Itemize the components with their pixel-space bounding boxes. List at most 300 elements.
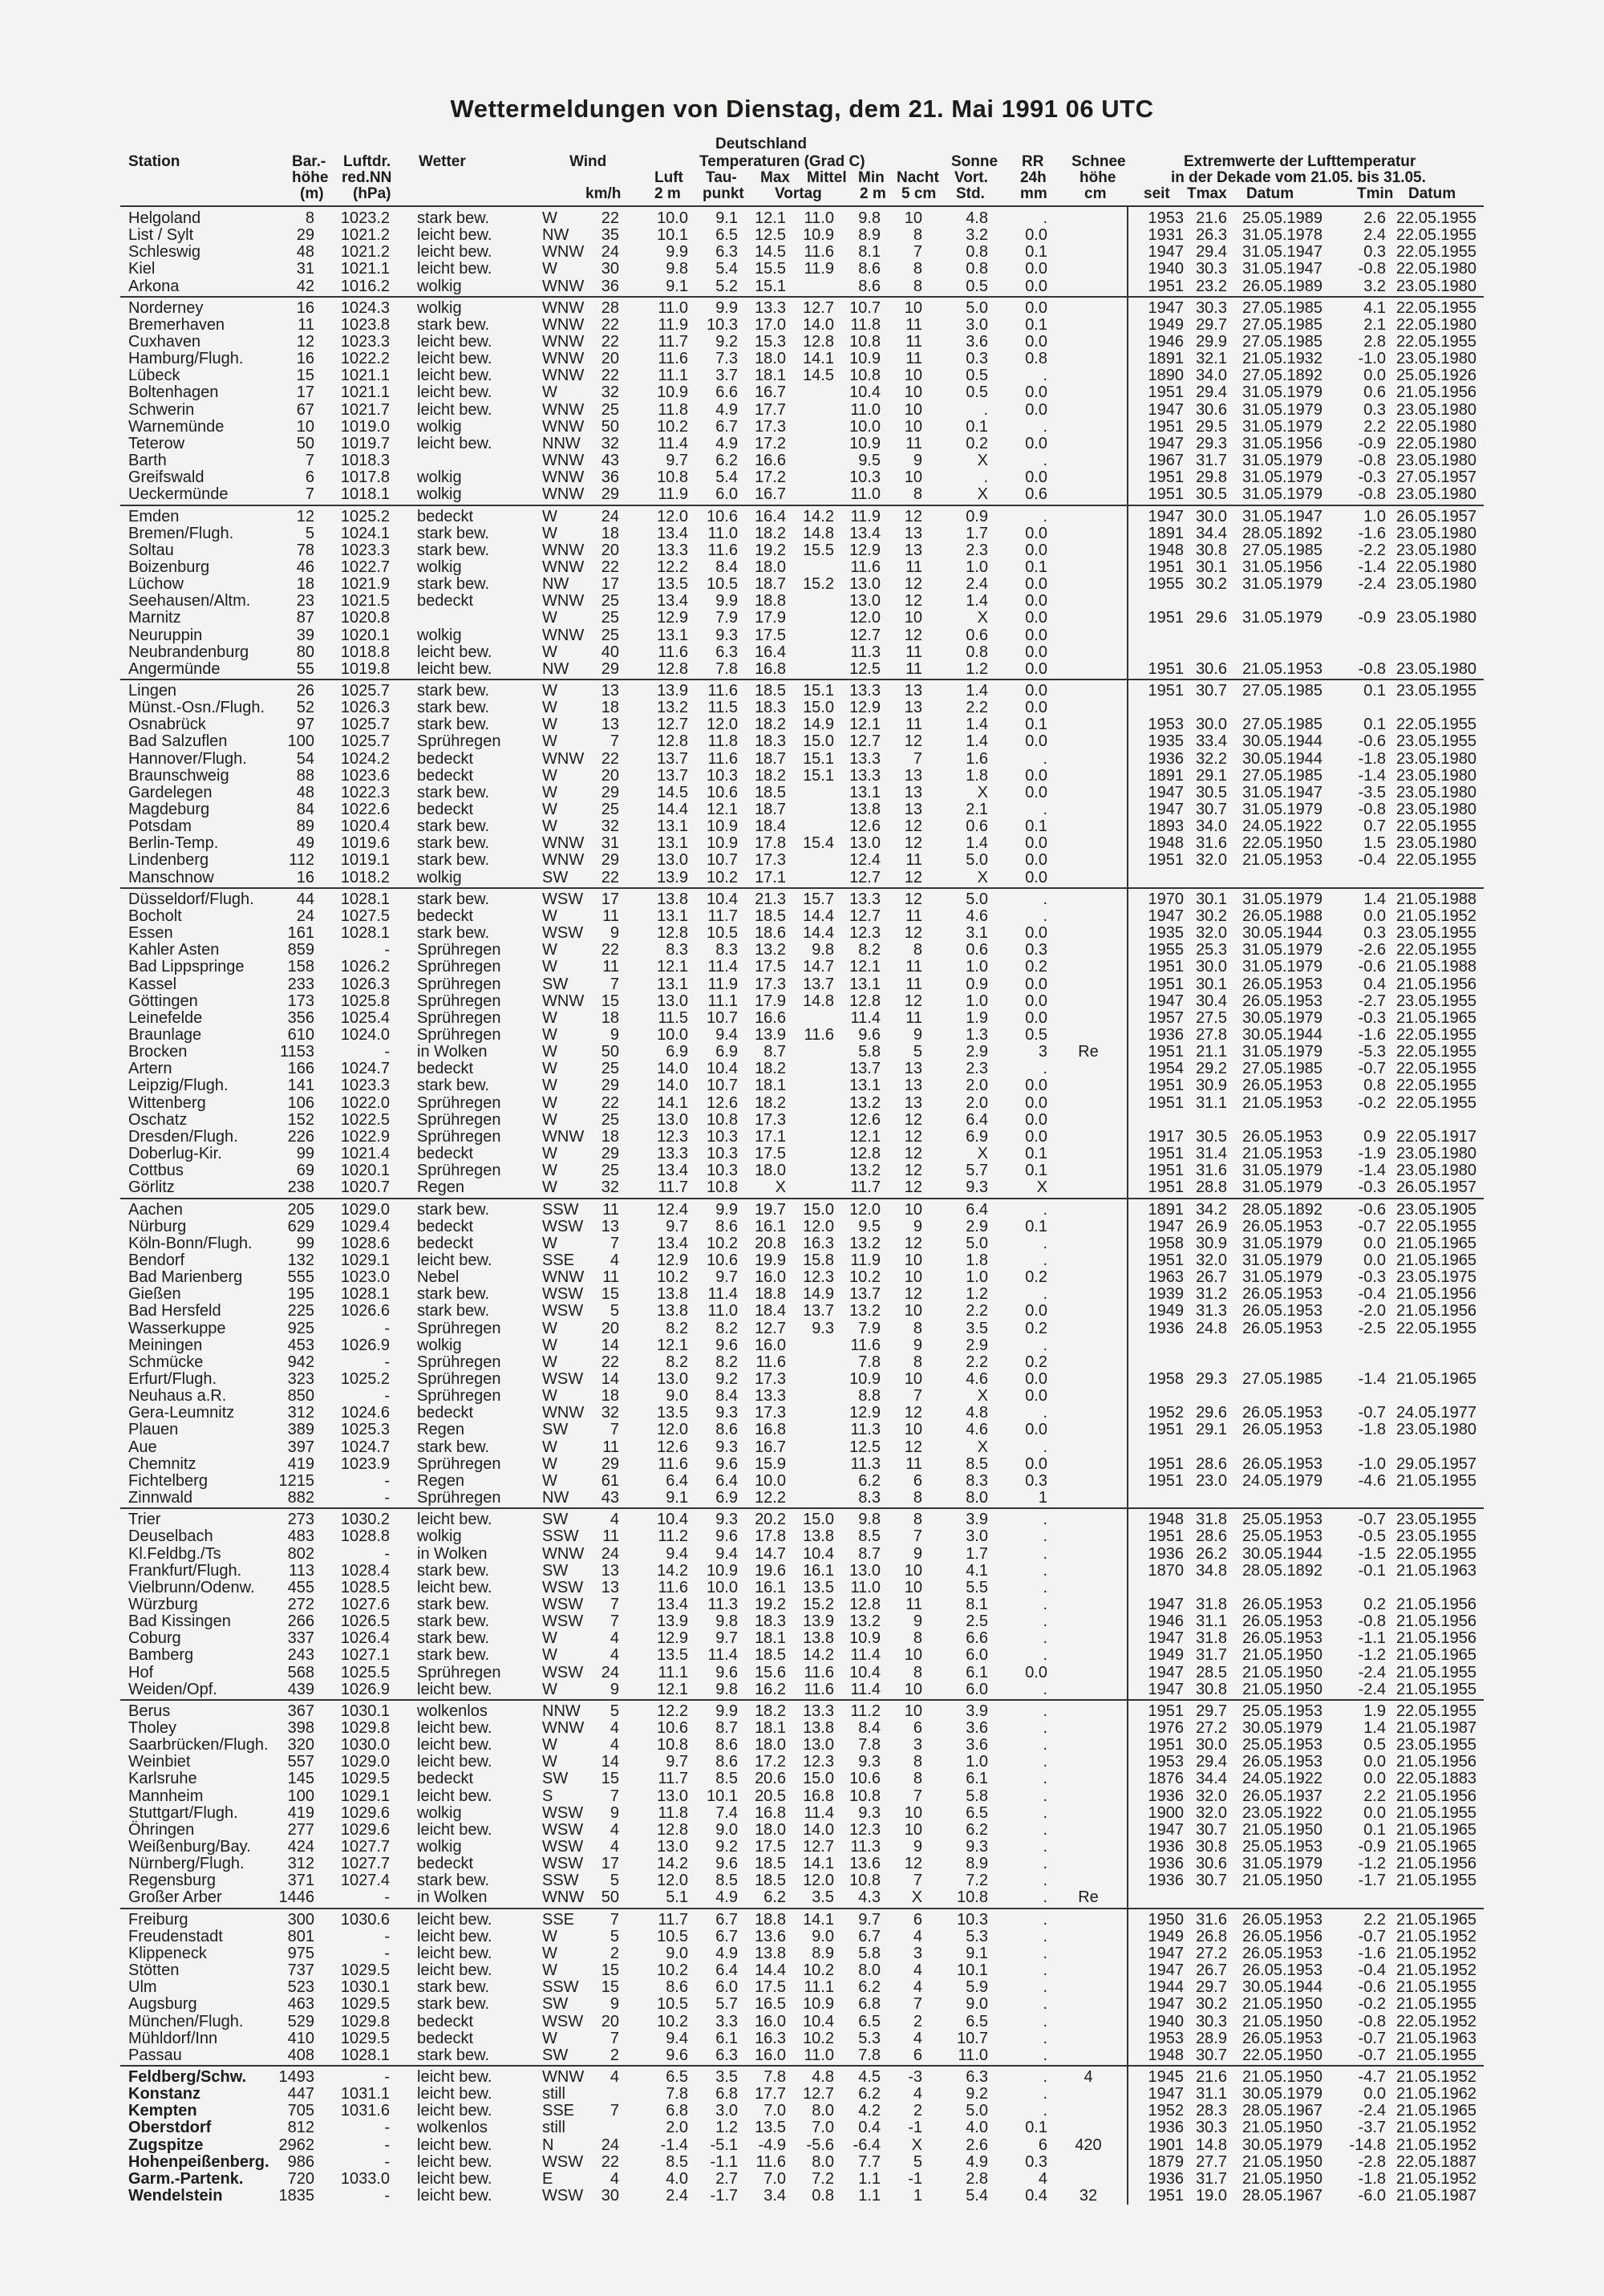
station-name: Öhringen bbox=[128, 1820, 195, 1839]
precipitation: . bbox=[1043, 1803, 1047, 1822]
table-row bbox=[120, 891, 1484, 908]
wind-speed: 15 bbox=[601, 1285, 619, 1304]
tmin-date: 21.05.1955 bbox=[1395, 1995, 1477, 2014]
pressure: 1029.5 bbox=[340, 1770, 390, 1788]
sunshine: 2.3 bbox=[966, 1060, 988, 1078]
sunshine: 1.4 bbox=[966, 716, 988, 734]
tmax-date: 31.05.1979 bbox=[1241, 383, 1323, 402]
weather: leicht bew. bbox=[417, 2152, 492, 2171]
tmax-date: 31.05.1956 bbox=[1241, 434, 1323, 452]
temp-min: 13.1 bbox=[849, 783, 881, 801]
temp-mean: 14.2 bbox=[803, 507, 834, 525]
weather: Sprühregen bbox=[417, 1319, 501, 1337]
sunshine: 3.1 bbox=[966, 924, 988, 943]
station-name: Aachen bbox=[128, 1200, 183, 1219]
dewpoint: 10.9 bbox=[707, 1561, 738, 1580]
wind-direction: WSW bbox=[542, 1285, 584, 1304]
dewpoint: 6.7 bbox=[715, 417, 738, 436]
dewpoint: 8.5 bbox=[715, 1872, 738, 1890]
dewpoint: 10.2 bbox=[707, 1234, 738, 1252]
barometer-height: 80 bbox=[296, 643, 314, 661]
wind-direction: W bbox=[542, 1043, 557, 1061]
wind-speed: 50 bbox=[601, 417, 619, 436]
temp-max: 19.2 bbox=[755, 541, 786, 559]
temp-mean: 12.3 bbox=[803, 1268, 834, 1287]
tmax-extreme: 26.9 bbox=[1196, 1217, 1227, 1235]
precipitation: 0.0 bbox=[1025, 868, 1047, 886]
temp-mean: 12.7 bbox=[803, 298, 834, 317]
tmax-date: 26.05.1953 bbox=[1241, 1217, 1323, 1235]
temp-night: 4 bbox=[913, 1927, 922, 1945]
sunshine: 1.6 bbox=[966, 749, 988, 768]
tmax-extreme: 27.7 bbox=[1196, 2152, 1227, 2171]
wind-speed: 29 bbox=[601, 783, 619, 801]
table-row bbox=[120, 716, 1484, 733]
station-group bbox=[120, 1912, 1484, 2064]
weather: leicht bew. bbox=[417, 2085, 492, 2103]
precipitation: 0.2 bbox=[1025, 1268, 1047, 1287]
precipitation: . bbox=[1043, 1995, 1047, 2014]
temp-max: 20.5 bbox=[755, 1787, 786, 1805]
temp-max: 12.7 bbox=[755, 1319, 786, 1337]
tmax-date: 31.05.1979 bbox=[1241, 417, 1323, 436]
sunshine: 5.0 bbox=[966, 298, 988, 317]
temp-mean: 15.5 bbox=[803, 541, 834, 559]
temp-min: 12.5 bbox=[849, 659, 881, 678]
temp-night: 10 bbox=[904, 1421, 922, 1439]
barometer-height: 54 bbox=[296, 749, 314, 768]
tmin-extreme: -0.3 bbox=[1358, 1178, 1386, 1197]
temp-max: 18.2 bbox=[755, 1060, 786, 1078]
temp-air: 13.1 bbox=[657, 975, 688, 993]
weather: stark bew. bbox=[417, 890, 490, 908]
temp-air: 13.9 bbox=[657, 1612, 688, 1631]
tmin-date: 22.05.1955 bbox=[1395, 1043, 1477, 1061]
barometer-height: 859 bbox=[287, 941, 314, 959]
dewpoint: 10.0 bbox=[707, 1578, 738, 1596]
wind-speed: 7 bbox=[610, 975, 619, 993]
wind-speed: 25 bbox=[601, 400, 619, 419]
wind-speed: 20 bbox=[601, 2012, 619, 2030]
temp-min: 4.2 bbox=[858, 2102, 881, 2120]
weather: Regen bbox=[417, 1421, 464, 1439]
tmax-date: 31.05.1979 bbox=[1241, 941, 1323, 959]
barometer-height: 12 bbox=[296, 507, 314, 525]
wind-speed: 4 bbox=[610, 1719, 619, 1738]
temp-min: 8.3 bbox=[858, 1488, 881, 1507]
header-vortag: Vortag bbox=[775, 185, 822, 202]
weather: Sprühregen bbox=[417, 732, 501, 751]
temp-min: 13.1 bbox=[849, 975, 881, 993]
tmax-extreme: 27.2 bbox=[1196, 1944, 1227, 1962]
barometer-height: 16 bbox=[296, 350, 314, 368]
temp-air: 14.2 bbox=[657, 1855, 688, 1873]
temp-air: 9.7 bbox=[666, 1217, 688, 1235]
weather: Sprühregen bbox=[417, 1025, 501, 1044]
wind-direction: W bbox=[542, 1753, 557, 1771]
temp-min: 13.4 bbox=[849, 524, 881, 542]
weather: bedeckt bbox=[417, 1404, 474, 1422]
sunshine: 9.3 bbox=[966, 1178, 988, 1197]
temp-min: 13.3 bbox=[849, 890, 881, 908]
precipitation: . bbox=[1043, 1944, 1047, 1962]
tmax-date: 27.05.1985 bbox=[1241, 716, 1323, 734]
tmax-date: 28.05.1892 bbox=[1241, 1200, 1323, 1219]
precipitation: 0.2 bbox=[1025, 1319, 1047, 1337]
temp-max: 11.6 bbox=[755, 2152, 786, 2171]
temp-air: 13.4 bbox=[657, 1162, 688, 1180]
tmin-extreme: -1.8 bbox=[1358, 749, 1386, 768]
tmin-extreme: -4.7 bbox=[1358, 2068, 1386, 2087]
temp-mean: 13.0 bbox=[803, 1736, 834, 1754]
tmin-date: 29.05.1957 bbox=[1395, 1454, 1477, 1473]
table-row bbox=[120, 1805, 1484, 1822]
station-name: Ueckermünde bbox=[128, 485, 229, 504]
temp-night: 12 bbox=[904, 507, 922, 525]
station-name: Lübeck bbox=[128, 367, 180, 385]
barometer-height: 42 bbox=[296, 277, 314, 295]
wind-direction: W bbox=[542, 1234, 557, 1252]
wind-direction: N bbox=[542, 2136, 554, 2154]
precipitation: . bbox=[1043, 1888, 1047, 1907]
dewpoint: 6.0 bbox=[715, 485, 738, 504]
table-row bbox=[120, 1286, 1484, 1303]
tmin-extreme: -1.6 bbox=[1358, 1944, 1386, 1962]
tmin-date: 21.05.1956 bbox=[1395, 1629, 1477, 1648]
tmax-extreme: 30.9 bbox=[1196, 1077, 1227, 1095]
tmax-date: 31.05.1979 bbox=[1241, 1234, 1323, 1252]
barometer-height: 99 bbox=[296, 1144, 314, 1162]
dewpoint: 11.4 bbox=[707, 1285, 738, 1304]
barometer-height: 97 bbox=[296, 716, 314, 734]
tmin-date: 21.05.1952 bbox=[1395, 907, 1477, 925]
wind-direction: WNW bbox=[542, 558, 585, 576]
temp-min: 11.4 bbox=[850, 1680, 881, 1698]
pressure: 1021.1 bbox=[340, 383, 390, 402]
temp-night: -1 bbox=[908, 2119, 922, 2137]
weather: Sprühregen bbox=[417, 941, 501, 959]
since-year: 1953 bbox=[1148, 1753, 1184, 1771]
barometer-height: 1153 bbox=[279, 1043, 314, 1061]
temp-air: 12.9 bbox=[657, 609, 688, 627]
barometer-height: 483 bbox=[287, 1527, 314, 1546]
station-group bbox=[120, 1703, 1484, 1907]
pressure: 1029.0 bbox=[340, 1200, 390, 1219]
temp-mean: 15.2 bbox=[803, 575, 834, 594]
table-row bbox=[120, 785, 1484, 801]
tmin-extreme: -0.6 bbox=[1358, 958, 1386, 976]
temp-air: 14.1 bbox=[657, 1093, 688, 1112]
weather: in Wolken bbox=[417, 1888, 488, 1907]
station-name: Mühldorf/Inn bbox=[128, 2029, 218, 2047]
temp-max: 18.0 bbox=[755, 1162, 786, 1180]
wind-direction: WSW bbox=[542, 890, 584, 908]
temp-max: 17.1 bbox=[755, 868, 786, 886]
sunshine: 8.0 bbox=[966, 1488, 988, 1507]
tmax-extreme: 19.0 bbox=[1196, 2187, 1227, 2205]
tmin-extreme: -6.0 bbox=[1358, 2187, 1386, 2205]
temp-night: 4 bbox=[913, 1978, 922, 1997]
temp-min: 11.7 bbox=[850, 1178, 881, 1197]
wind-direction: W bbox=[542, 1144, 557, 1162]
temp-mean: 11.6 bbox=[804, 1680, 834, 1698]
tmax-date: 25.05.1989 bbox=[1241, 209, 1323, 227]
barometer-height: 356 bbox=[287, 1008, 314, 1027]
weather: bedeckt bbox=[417, 1144, 474, 1162]
table-row bbox=[120, 210, 1484, 227]
barometer-height: 46 bbox=[296, 558, 314, 576]
temp-max: 18.0 bbox=[755, 558, 786, 576]
header-luft: Luft bbox=[654, 169, 683, 186]
precipitation: . bbox=[1043, 507, 1047, 525]
sunshine: 8.5 bbox=[966, 1454, 988, 1473]
pressure: - bbox=[384, 1319, 390, 1337]
temp-mean: 9.8 bbox=[812, 941, 834, 959]
tmax-extreme: 29.7 bbox=[1196, 315, 1227, 334]
dewpoint: 6.7 bbox=[715, 1910, 738, 1929]
weather: stark bew. bbox=[417, 1995, 490, 2014]
sunshine: 1.7 bbox=[966, 1544, 988, 1563]
tmin-date: 22.05.1955 bbox=[1395, 226, 1477, 245]
temp-air: 12.7 bbox=[657, 716, 688, 734]
dewpoint: 9.3 bbox=[715, 1511, 738, 1529]
barometer-height: 312 bbox=[287, 1855, 314, 1873]
temp-max: 16.1 bbox=[755, 1217, 786, 1235]
temp-max: 14.5 bbox=[755, 243, 786, 262]
tmax-extreme: 29.7 bbox=[1196, 1978, 1227, 1997]
temp-night: 11 bbox=[905, 1595, 922, 1613]
sunshine: 10.1 bbox=[957, 1961, 988, 1980]
table-row bbox=[120, 1044, 1484, 1061]
temp-mean: 16.8 bbox=[803, 1787, 834, 1805]
temp-min: 13.1 bbox=[849, 1077, 881, 1095]
temp-mean: 10.2 bbox=[803, 2029, 834, 2047]
tmax-extreme: 29.7 bbox=[1196, 1702, 1227, 1720]
pressure: 1022.0 bbox=[340, 1093, 390, 1112]
station-name: Teterow bbox=[128, 434, 185, 452]
temp-night: 13 bbox=[904, 1093, 922, 1112]
wind-direction: WSW bbox=[542, 2152, 584, 2171]
tmax-date: 26.05.1953 bbox=[1241, 1319, 1323, 1337]
dewpoint: 8.6 bbox=[715, 1421, 738, 1439]
wind-speed: 15 bbox=[601, 1770, 619, 1788]
pressure: - bbox=[384, 2187, 390, 2205]
temp-night: 10 bbox=[904, 609, 922, 627]
temp-mean: 14.8 bbox=[803, 524, 834, 542]
wind-speed: 11 bbox=[602, 1268, 619, 1287]
tmax-extreme: 27.8 bbox=[1196, 1025, 1227, 1044]
tmax-date: 21.05.1950 bbox=[1241, 2068, 1323, 2087]
tmin-extreme: -2.4 bbox=[1358, 575, 1386, 594]
table-row bbox=[120, 1235, 1484, 1252]
header-sonne-3: Std. bbox=[956, 185, 985, 202]
barometer-height: 225 bbox=[287, 1302, 314, 1320]
tmax-date: 21.05.1950 bbox=[1241, 1872, 1323, 1890]
wind-speed: 25 bbox=[601, 1162, 619, 1180]
table-row bbox=[120, 1077, 1484, 1094]
sunshine: 3.6 bbox=[966, 1719, 988, 1738]
wind-direction: SSW bbox=[542, 1978, 579, 1997]
barometer-height: 812 bbox=[287, 2119, 314, 2137]
tmin-date: 22.05.1952 bbox=[1395, 2012, 1477, 2030]
station-name: Braunlage bbox=[128, 1025, 202, 1044]
temp-min: 12.4 bbox=[849, 851, 881, 870]
header-rr-2: 24h bbox=[1020, 169, 1047, 186]
precipitation: . bbox=[1043, 2085, 1047, 2103]
temp-air: 11.1 bbox=[658, 1663, 688, 1681]
temp-air: 13.0 bbox=[657, 1110, 688, 1129]
report-title: Wettermeldungen von Dienstag, dem 21. Mai 1991 06 UTC bbox=[450, 95, 1154, 123]
temp-air: 11.1 bbox=[658, 367, 688, 385]
temp-min: 12.1 bbox=[849, 716, 881, 734]
weather: stark bew. bbox=[417, 783, 490, 801]
temp-min: 10.8 bbox=[849, 333, 881, 351]
tmin-extreme: 0.0 bbox=[1363, 1753, 1386, 1771]
sunshine: 10.8 bbox=[957, 1888, 988, 1907]
station-name: Stuttgart/Flugh. bbox=[128, 1803, 238, 1822]
tmax-date: 26.05.1953 bbox=[1241, 1595, 1323, 1613]
wind-speed: 18 bbox=[601, 1008, 619, 1027]
weather: bedeckt bbox=[417, 592, 474, 611]
temp-min: 8.8 bbox=[858, 1387, 881, 1406]
since-year: 1900 bbox=[1148, 1803, 1184, 1822]
sunshine: 10.3 bbox=[957, 1910, 988, 1929]
table-row bbox=[120, 278, 1484, 295]
since-year: 1947 bbox=[1148, 1680, 1184, 1698]
wind-direction: W bbox=[542, 682, 557, 700]
barometer-height: 371 bbox=[287, 1872, 314, 1890]
temp-max: 18.2 bbox=[755, 716, 786, 734]
barometer-height: 16 bbox=[296, 298, 314, 317]
station-name: Brocken bbox=[128, 1043, 188, 1061]
pressure: - bbox=[384, 1944, 390, 1962]
station-name: Münst.-Osn./Flugh. bbox=[128, 699, 265, 717]
temp-night: 8 bbox=[913, 1629, 922, 1648]
barometer-height: 48 bbox=[296, 783, 314, 801]
station-name: Wasserkuppe bbox=[128, 1319, 226, 1337]
station-name: München/Flugh. bbox=[128, 2012, 244, 2030]
weather: stark bew. bbox=[417, 1646, 490, 1665]
temp-night: 9 bbox=[913, 1544, 922, 1563]
header-divider bbox=[120, 205, 1484, 207]
barometer-height: 195 bbox=[287, 1285, 314, 1304]
tmin-extreme: -2.4 bbox=[1358, 1680, 1386, 1698]
barometer-height: 312 bbox=[287, 1404, 314, 1422]
pressure: 1020.4 bbox=[340, 817, 390, 836]
sunshine: 2.9 bbox=[966, 1217, 988, 1235]
station-name: Zinnwald bbox=[128, 1488, 193, 1507]
station-name: Leinefelde bbox=[128, 1008, 203, 1027]
tmin-extreme: -2.6 bbox=[1358, 941, 1386, 959]
temp-air: 10.8 bbox=[657, 469, 688, 487]
temp-min: 12.5 bbox=[849, 1438, 881, 1456]
station-name: Gera-Leumnitz bbox=[128, 1404, 235, 1422]
temp-air: 9.1 bbox=[666, 1488, 688, 1507]
station-name: Oschatz bbox=[128, 1110, 188, 1129]
wind-speed: 30 bbox=[601, 2187, 619, 2205]
table-row bbox=[120, 1129, 1484, 1146]
barometer-height: 89 bbox=[296, 817, 314, 836]
sunshine: 4.8 bbox=[966, 1404, 988, 1422]
since-year: 1940 bbox=[1148, 260, 1184, 278]
dewpoint: 9.9 bbox=[715, 1200, 738, 1219]
since-year: 1951 bbox=[1148, 1527, 1184, 1546]
precipitation: 0.0 bbox=[1025, 1077, 1047, 1095]
temp-night: 9 bbox=[913, 1612, 922, 1631]
wind-direction: W bbox=[542, 766, 557, 785]
tmin-date: 23.05.1980 bbox=[1395, 575, 1477, 594]
temp-night: 11 bbox=[905, 315, 922, 334]
temp-air: 11.7 bbox=[658, 333, 688, 351]
temp-min: 10.9 bbox=[849, 350, 881, 368]
temp-mean: 10.2 bbox=[803, 1961, 834, 1980]
tmin-extreme: 1.9 bbox=[1363, 1702, 1386, 1720]
table-row bbox=[120, 1095, 1484, 1112]
temp-min: 13.2 bbox=[849, 1234, 881, 1252]
pressure: 1021.2 bbox=[340, 243, 390, 262]
sunshine: 5.9 bbox=[966, 1978, 988, 1997]
barometer-height: 49 bbox=[296, 834, 314, 853]
tmax-date: 24.05.1922 bbox=[1241, 1770, 1323, 1788]
table-row bbox=[120, 610, 1484, 627]
barometer-height: 272 bbox=[287, 1595, 314, 1613]
precipitation: . bbox=[1043, 1927, 1047, 1945]
pressure: - bbox=[384, 1927, 390, 1945]
table-row bbox=[120, 227, 1484, 244]
wind-direction: WNW bbox=[542, 592, 585, 611]
temp-min: 4.5 bbox=[858, 2068, 881, 2087]
since-year: 1936 bbox=[1148, 749, 1184, 768]
station-name: Bad Salzuflen bbox=[128, 732, 228, 751]
temp-mean: 14.0 bbox=[803, 315, 834, 334]
tmax-extreme: 24.8 bbox=[1196, 1319, 1227, 1337]
temp-min: 11.4 bbox=[850, 1008, 881, 1027]
wind-direction: NNW bbox=[542, 434, 581, 452]
wind-speed: 24 bbox=[601, 243, 619, 262]
temp-max: 15.9 bbox=[755, 1454, 786, 1473]
tmax-extreme: 30.1 bbox=[1196, 890, 1227, 908]
wind-direction: WSW bbox=[542, 1217, 584, 1235]
temp-min: 8.5 bbox=[858, 1527, 881, 1546]
wind-direction: W bbox=[542, 801, 557, 819]
temp-min: 12.1 bbox=[849, 1127, 881, 1146]
wind-direction: SSE bbox=[542, 2102, 575, 2120]
wind-speed: 22 bbox=[601, 315, 619, 334]
temp-mean: -5.6 bbox=[806, 2136, 834, 2154]
pressure: 1026.4 bbox=[340, 1629, 390, 1648]
temp-night: 11 bbox=[905, 350, 922, 368]
barometer-height: 986 bbox=[287, 2152, 314, 2171]
wind-direction: W bbox=[542, 1454, 557, 1473]
tmax-date: 26.05.1953 bbox=[1241, 1404, 1323, 1422]
temp-max: 19.6 bbox=[755, 1561, 786, 1580]
temp-air: 12.1 bbox=[657, 1336, 688, 1354]
header-extrem-2: in der Dekade vom 21.05. bis 31.05. bbox=[1171, 169, 1426, 186]
tmin-date: 22.05.1955 bbox=[1395, 716, 1477, 734]
tmin-date: 21.05.1965 bbox=[1395, 1910, 1477, 1929]
weather: in Wolken bbox=[417, 1544, 488, 1563]
tmax-date: 21.05.1953 bbox=[1241, 1093, 1323, 1112]
temp-night: 11 bbox=[905, 434, 922, 452]
temp-min: 8.6 bbox=[858, 260, 881, 278]
table-row bbox=[120, 870, 1484, 886]
since-year: 1947 bbox=[1148, 1629, 1184, 1648]
dewpoint: 6.4 bbox=[715, 1961, 738, 1980]
temp-night: 4 bbox=[913, 1961, 922, 1980]
temp-night: 10 bbox=[904, 1369, 922, 1388]
sunshine: 5.3 bbox=[966, 1927, 988, 1945]
temp-night: 13 bbox=[904, 541, 922, 559]
